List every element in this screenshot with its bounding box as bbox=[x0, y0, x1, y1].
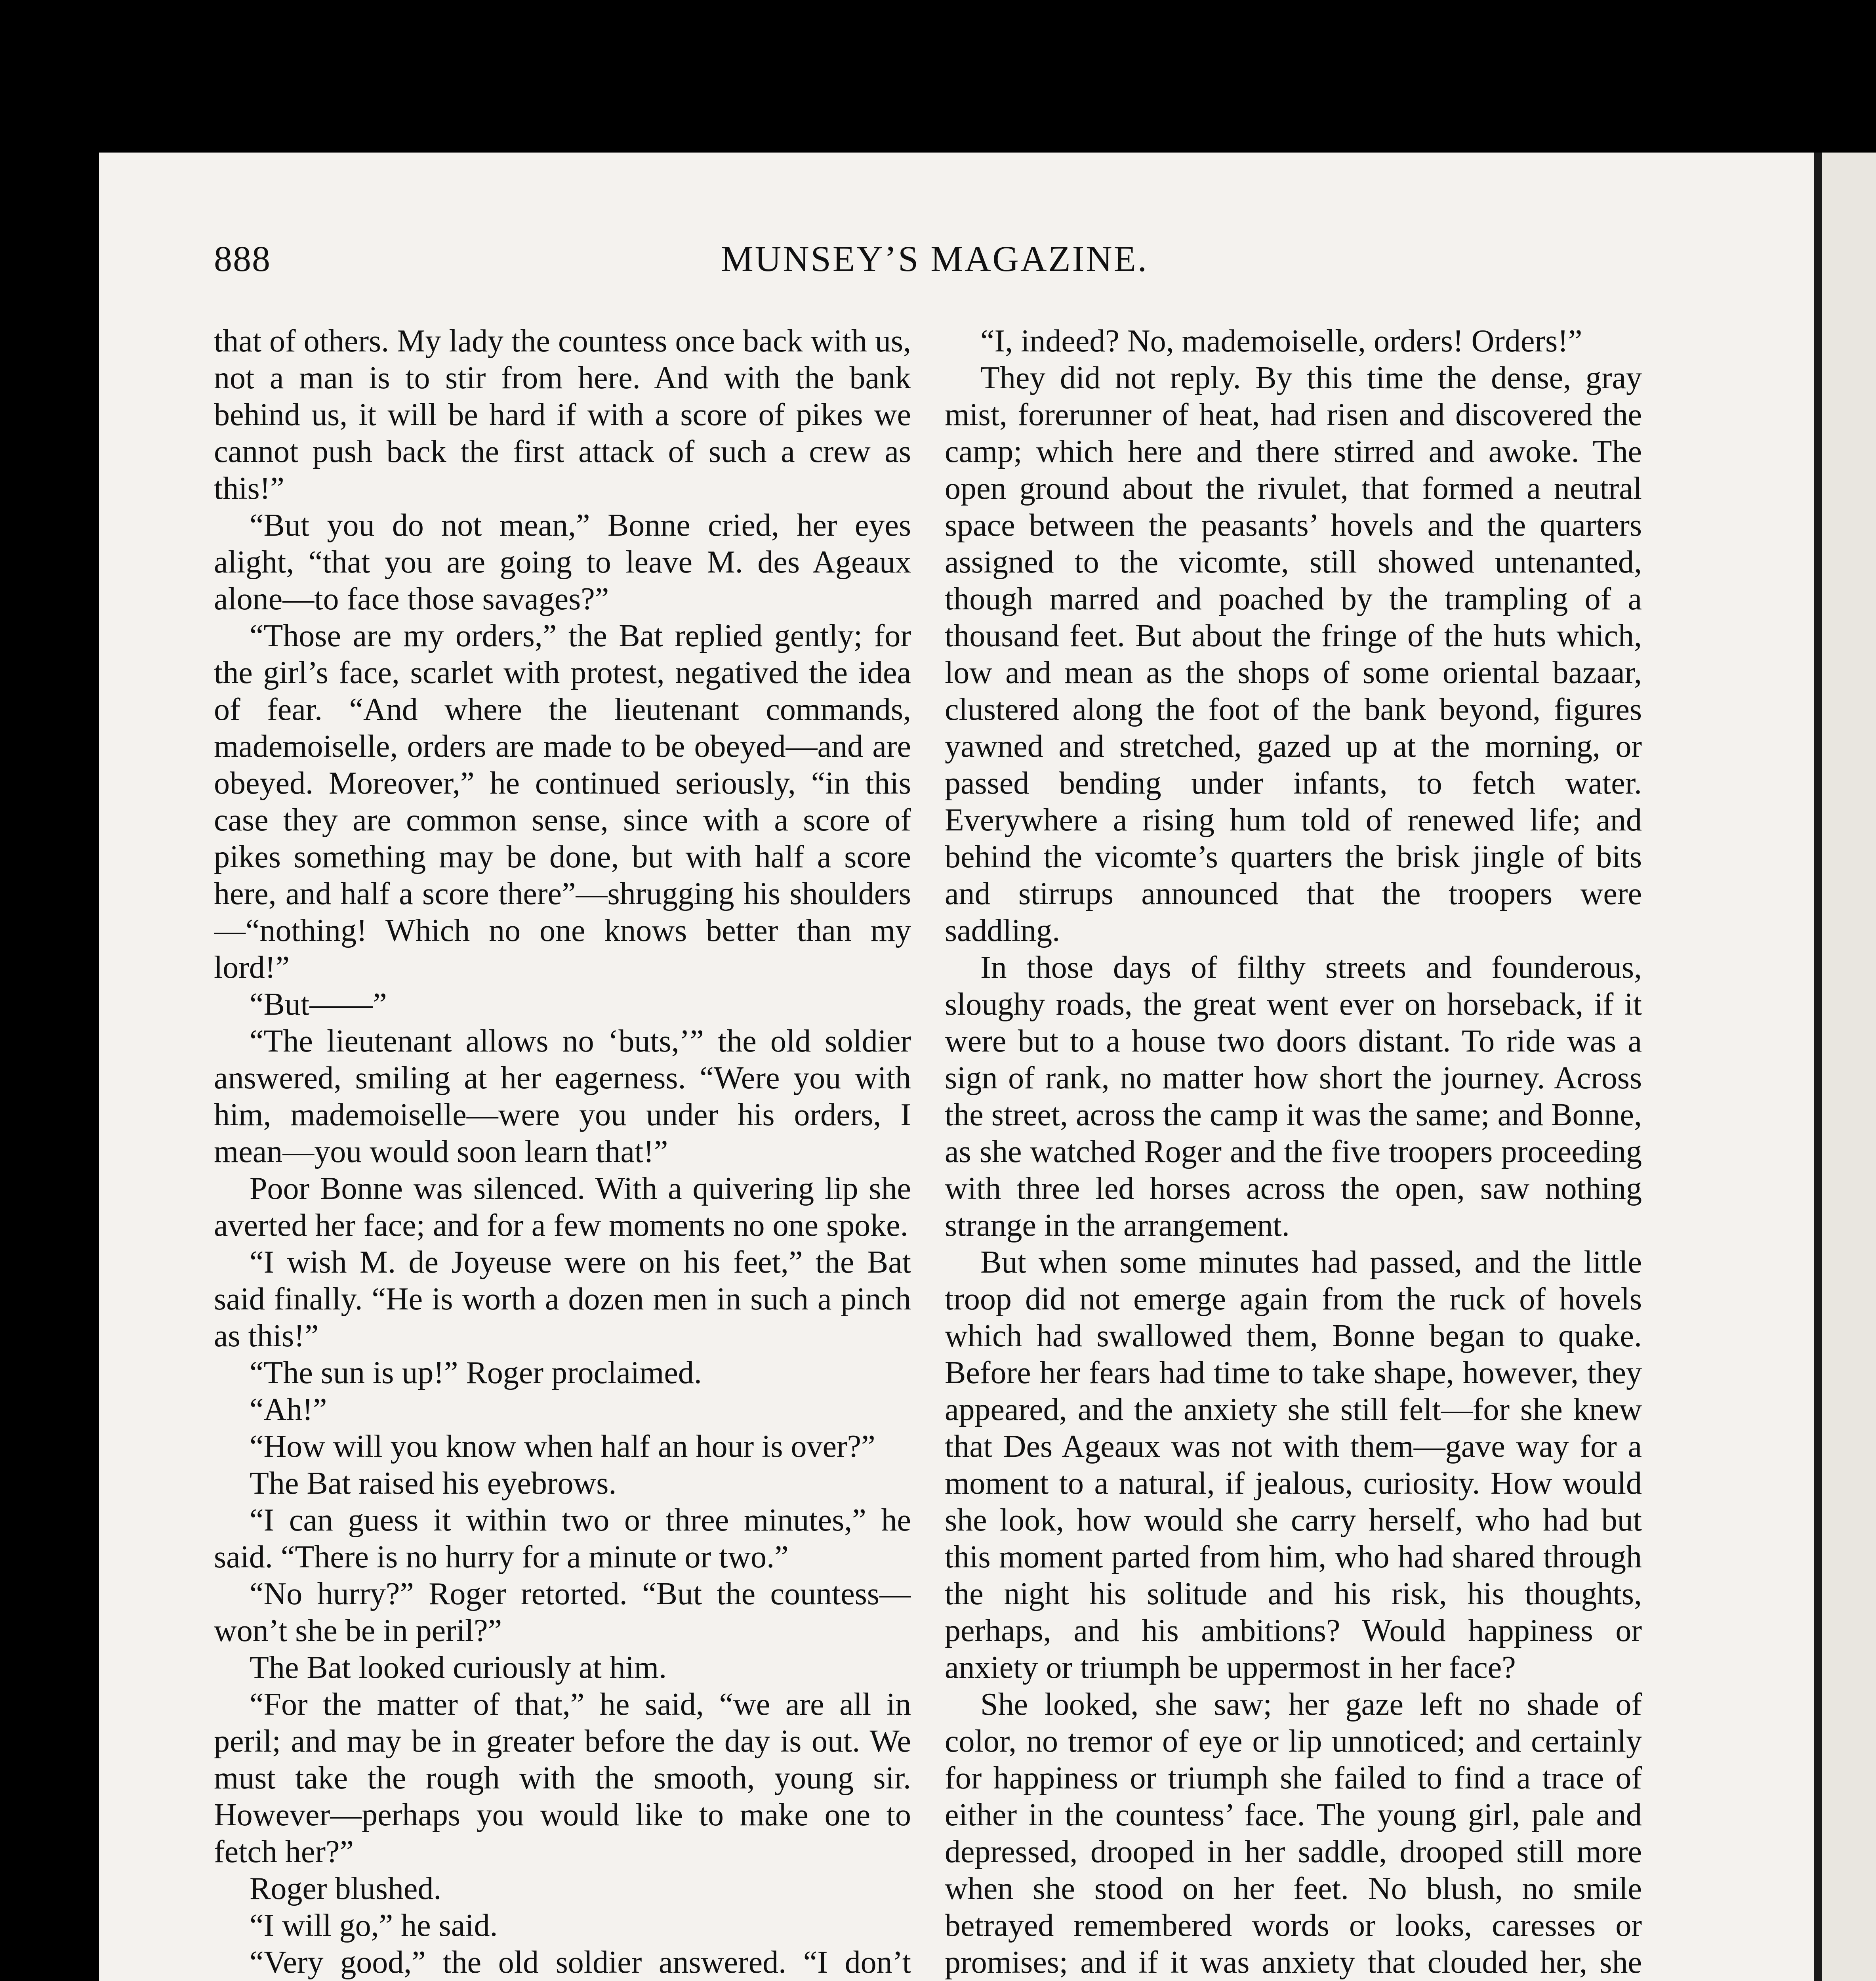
paragraph: “The sun is up!” Roger proclaimed. bbox=[250, 1355, 702, 1390]
paragraph: “Ah!” bbox=[250, 1392, 327, 1427]
paragraph: “How will you know when half an hour is over?” bbox=[250, 1429, 875, 1464]
paragraph: But when some minutes had passed, and the little troop did not emerge again from the ruck of hovels which had swallowed them, Bonne began to quake. Before her fears had time to take shape, however, they appeared, and the anxiety she still felt—for she knew that Des Ageaux was not with them—gave way for a moment to a natural, if jealous, curiosity. How would she look, how would she carry herself, who had but this moment parted from him, who had shared through the night his solitude and his risk, his thoughts, perhaps, and his ambitions? Would happiness or anxiety or triumph be uppermost in her face? bbox=[945, 1245, 1642, 1685]
paragraph: that of others. My lady the countess once back with us, not a man is to stir from here. And with the bank behind us, it will be hard if with a score of pikes we cannot push back the first attack of such a crew as this!” bbox=[214, 324, 911, 506]
next-page-edge bbox=[1822, 153, 1876, 1981]
text-column-right bbox=[945, 323, 1642, 1981]
page-number: 888 bbox=[214, 239, 271, 279]
running-title: MUNSEY’S MAGAZINE. bbox=[721, 239, 1148, 279]
paragraph: “But you do not mean,” Bonne cried, her eyes alight, “that you are going to leave M. des Ageaux alone—to face those savages?” bbox=[214, 508, 911, 616]
paragraph: “I, indeed? No, mademoiselle, orders! Orders!” bbox=[980, 324, 1582, 359]
paragraph: Poor Bonne was silenced. With a quivering lip she averted her face; and for a few moments no one spoke. bbox=[214, 1171, 911, 1243]
text-column-left bbox=[214, 323, 911, 1981]
paragraph: Roger blushed. bbox=[250, 1871, 442, 1906]
paragraph: “I will go,” he said. bbox=[250, 1908, 498, 1943]
paragraph: “I wish M. de Joyeuse were on his feet,” the Bat said finally. “He is worth a dozen men in such a pinch as this!” bbox=[214, 1245, 911, 1353]
paragraph: “But——” bbox=[250, 987, 387, 1022]
paragraph: The Bat raised his eyebrows. bbox=[250, 1466, 617, 1501]
paragraph: “I can guess it within two or three minutes,” he said. “There is no hurry for a minute or two.” bbox=[214, 1503, 911, 1574]
paragraph: The Bat looked curiously at him. bbox=[250, 1650, 667, 1685]
paragraph: “For the matter of that,” he said, “we are all in peril; and may be in greater before the day is out. We must take the rough with the smooth, young sir. However—perhaps you would like to make one to fetch her?” bbox=[214, 1687, 911, 1869]
page-header bbox=[214, 238, 1632, 289]
paragraph: “Very good,” the old soldier answered. “I don’t bbox=[250, 1945, 911, 1980]
paragraph: “The lieutenant allows no ‘buts,’” the old soldier answered, smiling at her eagerness. “Were you with him, mademoiselle—were you under his orders, I mean—you would soon learn that!” bbox=[214, 1024, 911, 1169]
paragraph: In those days of filthy streets and founderous, sloughy roads, the great went ever on horseback, if it were but to a house two doors distant. To ride was a sign of rank, no matter how short the journey. Across the street, across the camp it was the same; and Bonne, as she watched Roger and the five troopers proceeding with three led horses across the open, saw nothing strange in the arrangement. bbox=[945, 950, 1642, 1243]
paragraph: She looked, she saw; her gaze left no shade of color, no tremor of eye or lip unnoticed; and certainly for happiness or triumph she failed to find a trace of either in the countess’ face. The young girl, pale and depressed, drooped in her saddle, drooped still more when she stood on her feet. No blush, no smile betrayed remembered words or looks, caresses or promises; and if it was anxiety that clouded her, she bbox=[945, 1687, 1642, 1980]
paragraph: “Those are my orders,” the Bat replied gently; for the girl’s face, scarlet with protest, negatived the idea of fear. “And where the lieutenant commands, mademoiselle, orders are made to be obeyed—and are obeyed. Moreover,” he continued seriously, “in this case they are common sense, since with a score of pikes something may be done, but with half a score here, and half a score there”—shrugging his shoulders—“nothing! Which no one knows better than my lord!” bbox=[214, 618, 911, 985]
paragraph: They did not reply. By this time the dense, gray mist, forerunner of heat, had risen and discovered the camp; which here and there stirred and awoke. The open ground about the rivulet, that formed a neutral space between the peasants’ hovels and the quarters assigned to the vicomte, still showed untenanted, though marred and poached by the trampling of a thousand feet. But about the fringe of the huts which, low and mean as the shops of some oriental bazaar, clustered along the foot of the bank beyond, figures yawned and stretched, gazed up at the morning, or passed bending under infants, to fetch water. Everywhere a rising hum told of renewed life; and behind the vicomte’s quarters the brisk jingle of bits and stirrups announced that the troopers were saddling. bbox=[945, 361, 1642, 948]
paragraph: “No hurry?” Roger retorted. “But the countess—won’t she be in peril?” bbox=[214, 1576, 911, 1648]
